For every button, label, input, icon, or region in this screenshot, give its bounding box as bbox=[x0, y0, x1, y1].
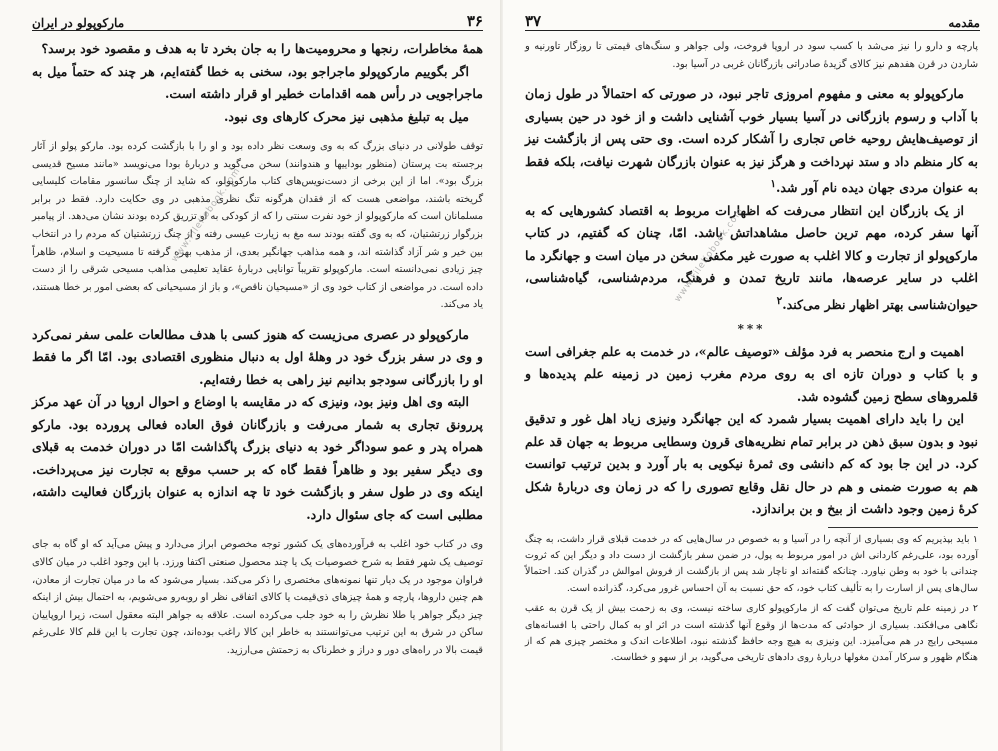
quoted-note: وی در کتاب خود اغلب به فرآورده‌های یک کشور توجه مخصوص ابراز می‌دارد و پیش می‌آید که او گاه به جای توصیف یک شهر فقط به شرح خصوصیات یک یا چند محصول صنعتی اکتفا ورزد. با این وجود اغلب در میان کالای فراوان موجود در یک دیار تنها نمونه‌های مختصری را ذکر می‌کند. بسیار می‌شود که ما در میان تجارت از معادن، هم چنین داروها، پارچه و همهٔ چیزهای ذی‌قیمت یا کالای اتفاقی نظر او روبه‌رو می‌شویم، به احتمال بیش از اینکه چیز دیگر جواهر یا طلا نظرش را به خود جلب می‌کرده است. علاقه به جواهر البته معقول است، زیرا اروپاییان ساکن در شرق به این ترتیب می‌توانستند به خاطر این کالا راغب بوده‌اند، چون تجارت با این قلم کالا علی‌رغم قیمت بالا در راه‌های دور و دراز و خطرناک به زحمتش می‌ارزید. bbox=[32, 539, 483, 656]
paragraph: همهٔ مخاطرات، رنجها و محرومیت‌ها را به جان بخرد تا به هدف و مقصود خود برسد؟ bbox=[41, 41, 483, 56]
section-separator: *** bbox=[737, 321, 766, 336]
paragraph: این را باید دارای اهمیت بسیار شمرد که این جهانگرد ونیزی زیاد اهل غور و تدقیق نبود و بدون سبق ذهن در برابر تمام نظریه‌های قرون وسطایی مربوط به جهان قد علم کرد. در این جا بود که کم دانشی وی ثمرهٔ نیکویی به بار آورد و بدین ترتیب توانست هم به صورت ضمنی و هم در حال نقل وقایع تصوری را که در زمان وی دربارهٔ شکل کرهٔ زمین وجود داشت از بیخ و بن براندازد. bbox=[525, 411, 978, 517]
watermark-stamp: www.Fileliobook.com bbox=[672, 205, 746, 305]
paragraph: اگر بگوییم مارکوپولو ماجراجو بود، سخنی به خطا گفته‌ایم، هر چند که حتماً میل به ماجراجویی در رأس همه اقدامات خطیر او قرار داشته است. bbox=[32, 63, 483, 101]
left-page-header bbox=[32, 8, 483, 31]
right-page bbox=[503, 0, 998, 751]
footnote-mark: ۲ bbox=[776, 294, 783, 307]
page-number: ۳۶ bbox=[466, 12, 483, 30]
page-number: ۳۷ bbox=[525, 12, 542, 30]
footnote: ۱ باید بپذیریم که وی بسیاری از آنچه را در آسیا و به خصوص در سال‌هایی که در خدمت قبلای قرار داشت، به چنگ آورده بود، علی‌رغم کاردانی اش در امور مربوط به پول، در ضمن سفر بازگشت از دست داد و دیگر این که ثروت چندانی با خود به وطن نیاورد. چنانکه گفته‌اند او ناچار شد پس از بازگشت از فروش اموالش در گذران کند. احتمالاً سال‌های پس از اسارت را به تألیف کتاب خود، که حق نسبت به آن احساس غرور می‌کرد، گذرانده است. bbox=[525, 533, 978, 594]
watermark-stamp: www.Fileliobook.com bbox=[169, 165, 243, 265]
paragraph: مارکوپولو به معنی و مفهوم امروزی تاجر نبود، در صورتی که احتمالاً در طول زمان با آداب و رسوم بازرگانی در آسیا بسیار خوب آشنایی داشت و از خود در حین بسیاری از توصیف‌هایش روحیه خاص تجاری را آشکار کرده است. وی حتی پس از بازگشت نیز به کار منظم داد و ستد نپرداخت و هرگز نیز به عنوان بازرگان شهرت نیافت، بلکه فقط به عنوان مردی جهان دیده نام آور شد.$^۱$ bbox=[525, 86, 978, 196]
paragraph: از یک بازرگان این انتظار می‌رفت که اظهارات مربوط به اقتصاد کشورهایی که به آنها سفر کرده، مهم ترین حاصل مشاهداتش باشد. امّا، چنان که گفتیم، در کتاب مارکوپولو از تجارت و کالا اغلب به صورت غیر مکفی سخن در میان است و جهانگرد ما اغلب در سایر عرصه‌ها، مانند تاریخ تمدن و فرهنگ، مردم‌شناسی، گیاه‌شناسی، حیوان‌شناسی بهتر اظهار نظر می‌کند.$^۲$ bbox=[525, 202, 978, 313]
paragraph: مارکوپولو در عصری می‌زیست که هنوز کسی با هدف مطالعات علمی سفر نمی‌کرد و وی در سفر بزرگ خود در وهلهٔ اول به دنبال منظوری اقتصادی بود. امّا اگر ما فقط او را بازرگانی سودجو بدانیم نیز راهی به خطا رفته‌ایم. bbox=[32, 326, 483, 387]
running-title: مارکوپولو در ایران bbox=[32, 16, 125, 30]
paragraph: میل به تبلیغ مذهبی نیز محرک کارهای وی نبود. bbox=[223, 108, 469, 124]
running-title: مقدمه bbox=[948, 16, 980, 30]
quoted-note: توقف طولانی در دنیای بزرگ که به وی وسعت نظر داده بود و او را با بازگشت کرده بود. مارکو پولو از آثار برجسته بت پرستان (منظور بوداییها و هندوانند) سخن می‌گوید و دربارهٔ بودا می‌نویسد «مانند مسیح قدیسی بزرگ بود». اما از این برخی از دست‌نویس‌های کتاب مارکوپولو، که شاید از چنگ سانسور مقامات کلیسایی گریخته باشند، مواضعی هست که از فقدان هرگونه تنگ نظری مذهبی در وی حکایت دارد. فقط در برابر مسلمانان است که مارکوپولو از خود نفرت سنتی را که از کودکی به او تزریق کرده بودند نشان می‌دهد. از پیامبر بزرگوار زرتشتیان، که به وی گفته بودند سه مغ به زیارت عیسی رفته و از چنگ زرتشتیان که مردم را در انتخاب بین خیر و شر آزاد گذاشته اند، و همه مذاهب جهانگیر بعدی، از مذهب بهره گرفته تا مسیحیت و اسلام، ظاهراً چیز زیادی نمی‌دانسته است. مارکوپولو تقریباً توانایی دربارهٔ عقاید تعلیمی مذاهب مسیحی شرقی را از دست داده است. در مواضعی از کتاب خود وی از «مسیحیان ناقص»، و باز از مسیحیانی که بعضی امور بر خطا هستند، یاد می‌کند. bbox=[32, 141, 483, 311]
paragraph: اهمیت و ارج منحصر به فرد مؤلف «توصیف عالم»، در خدمت به علم جغرافی است و با کتاب و دوران تازه ای به روی مردم مغرب زمین در زمینه علم پدیده‌ها و قلمروهای سطح زمین گشوده شد. bbox=[525, 343, 978, 404]
right-page-body bbox=[525, 38, 978, 667]
footnote-mark: ۱ bbox=[770, 178, 776, 191]
footnote: ۲ در زمینه علم تاریخ می‌توان گفت که از مارکوپولو کاری ساخته نیست، وی به زحمت بیش از یک قرن به عقب نگاهی می‌افکند. بسیاری از حوادثی که مدت‌ها از وقوع آنها گذشته است در اثر او به کمال راحتی با افسانه‌های مسیحی رایج در هم می‌آمیزد. این ونیزی به هیچ وجه حافظ گذشته نبود، اطلاعات اندک و مختصر چیزی هم که از هنگام ظهور و سرکار آمدن مغولها دربارهٔ روی دادهای تاریخی می‌گوید، بر از سهو و خطاست. bbox=[525, 603, 978, 664]
paragraph: البته وی اهل ونیز بود، ونیزی که در مقایسه با اوضاع و احوال اروپا در آن عهد مرکز پررونق تجاری به شمار می‌رفت و بازرگانان فوق العاده فعالی پرورده بود. مارکو همراه پدر و عمو سوداگر خود به دنیای بزرگ پاگذاشت امّا در دوران خدمت به قبلای وی دیگر سفیر بود و ظاهراً فقط گاه که بر حسب موقع به تجارت نیز می‌پرداخت. اینکه وی در طول سفر و بازگشت خود تا چه اندازه به عنوان بازرگان فعالیت داشته، مطلبی است که جای سئوال دارد. bbox=[32, 394, 483, 522]
left-page-body bbox=[32, 38, 483, 660]
footnote-rule bbox=[828, 527, 978, 528]
right-page-header bbox=[525, 8, 980, 31]
quoted-note: پارچه و دارو را نیز می‌شد با کسب سود در اروپا فروخت، ولی جواهر و سنگ‌های قیمتی تا روزگار تاورنیه و شاردن در قرن هفدهم نیز کالای گزیدهٔ صادراتی بازرگانان غربی در آسیا بود. bbox=[525, 41, 978, 70]
